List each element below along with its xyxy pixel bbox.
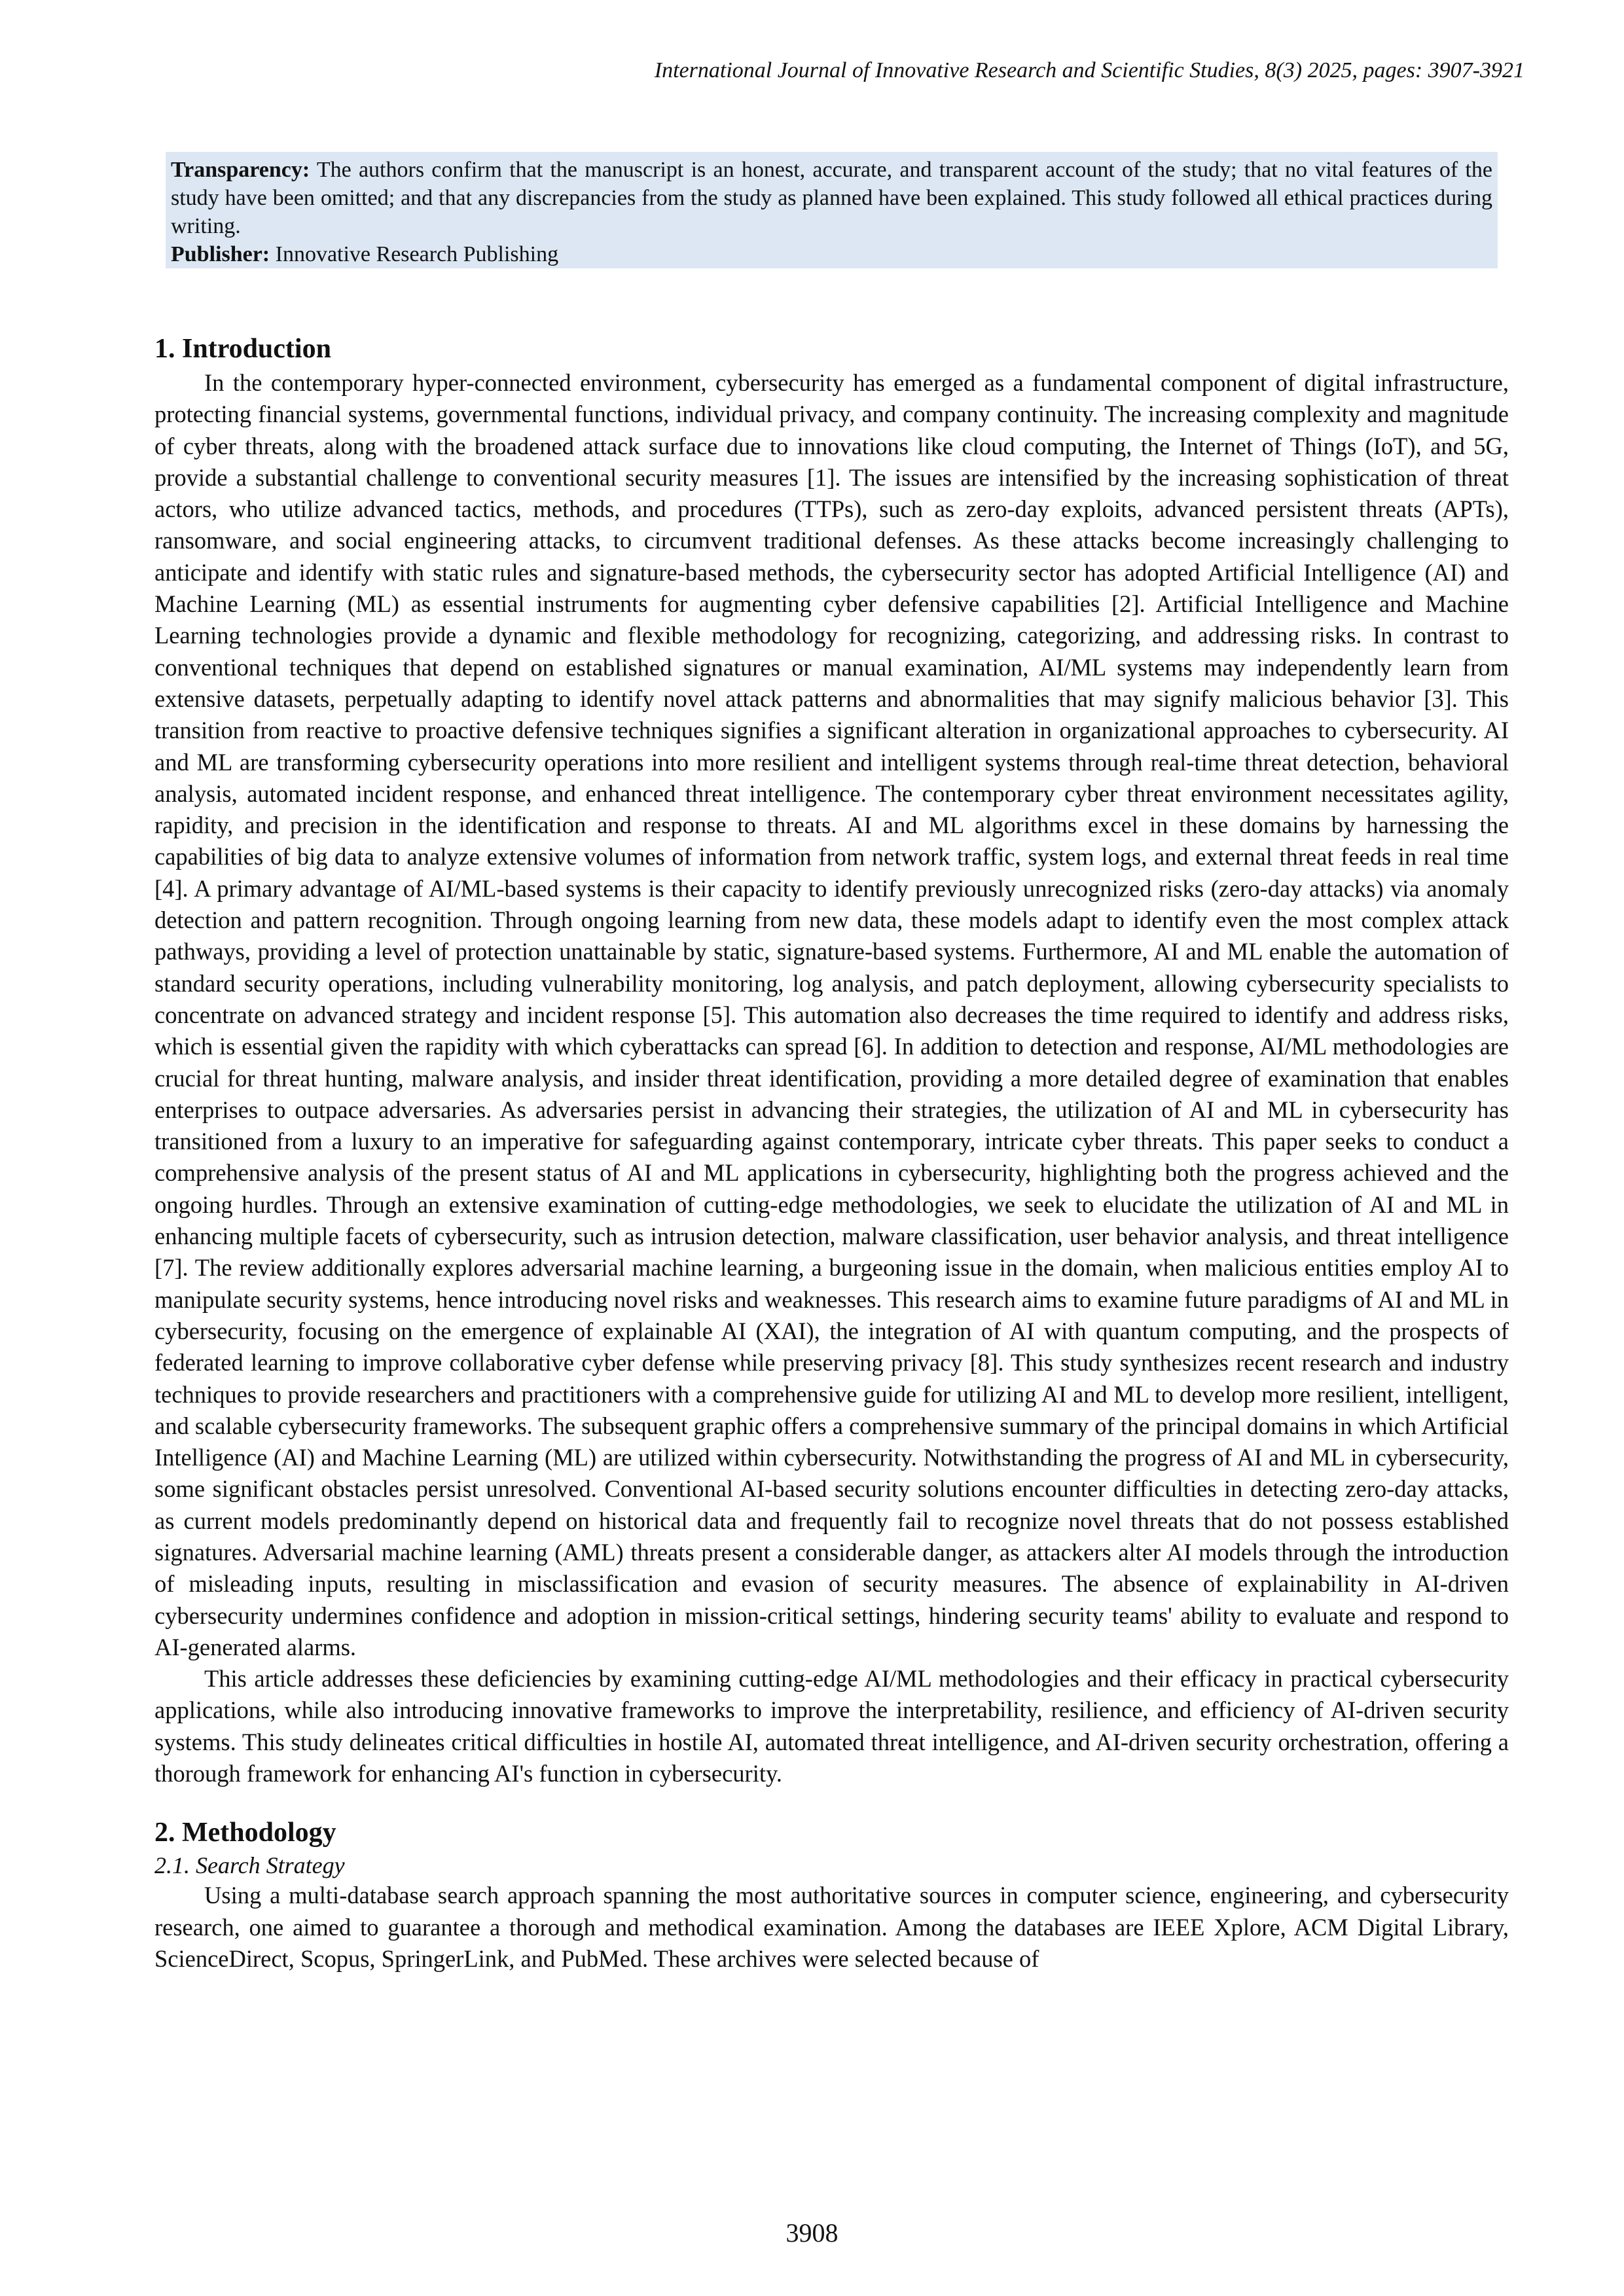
publisher-label: Publisher: [171,242,270,266]
search-strategy-subheading: 2.1. Search Strategy [154,1852,345,1879]
publisher-text: Innovative Research Publishing [270,242,559,266]
methodology-heading: 2. Methodology [154,1818,336,1848]
running-header: International Journal of Innovative Research and Scientific Studies, 8(3) 2025, pages: 3907-3921 [654,58,1525,82]
declarations-box [166,152,1498,268]
transparency-label: Transparency: [171,158,310,182]
introduction-paragraph-1: In the contemporary hyper-connected environment, cybersecurity has emerged as a fundamental component of digital infrastructure, protecting financial systems, governmental functions, individual privacy, and company continuity. The increasing complexity and magnitude of cyber threats, along with the broadened attack surface due to innovations like cloud computing, the Internet of Things (IoT), and 5G, provide a substantial challenge to conventional security measures [1]. The issues are intensified by the increasing sophistication of threat actors, who utilize advanced tactics, methods, and procedures (TTPs), such as zero-day exploits, advanced persistent threats (APTs), ransomware, and social engineering attacks, to circumvent traditional defenses. As these attacks become increasingly challenging to anticipate and identify with static rules and signature-based methods, the cybersecurity sector has adopted Artificial Intelligence (AI) and Machine Learning (ML) as essential instruments for augmenting cyber defensive capabilities [2]. Artificial Intelligence and Machine Learning technologies provide a dynamic and flexible methodology for recognizing, categorizing, and addressing risks. In contrast to conventional techniques that depend on established signatures or manual examination, AI/ML systems may independently learn from extensive datasets, perpetually adapting to identify novel attack patterns and abnormalities that may signify malicious behavior [3]. This transition from reactive to proactive defensive techniques signifies a significant alteration in organizational approaches to cybersecurity. AI and ML are transforming cybersecurity operations into more resilient and intelligent systems through real-time threat detection, behavioral analysis, automated incident response, and enhanced threat intelligence. The contemporary cyber threat environment necessitates agility, rapidity, and precision in the identification and response to threats. AI and ML algorithms excel in these domains by harnessing the capabilities of big data to analyze extensive volumes of information from network traffic, system logs, and external threat feeds in real time [4]. A primary advantage of AI/ML-based systems is their capacity to identify previously unrecognized risks (zero-day attacks) via anomaly detection and pattern recognition. Through ongoing learning from new data, these models adapt to identify even the most complex attack pathways, providing a level of protection unattainable by static, signature-based systems. Furthermore, AI and ML enable the automation of standard security operations, including vulnerability monitoring, log analysis, and patch deployment, allowing cybersecurity specialists to concentrate on advanced strategy and incident response [5]. This automation also decreases the time required to identify and address risks, which is essential given the rapidity with which cyberattacks can spread [6]. In addition to detection and response, AI/ML methodologies are crucial for threat hunting, malware analysis, and insider threat identification, providing a more detailed degree of examination that enables enterprises to outpace adversaries. As adversaries persist in advancing their strategies, the utilization of AI and ML in cybersecurity has transitioned from a luxury to an imperative for safeguarding against contemporary, intricate cyber threats. This paper seeks to conduct a comprehensive analysis of the present status of AI and ML applications in cybersecurity, highlighting both the progress achieved and the ongoing hurdles. Through an extensive examination of cutting-edge methodologies, we seek to elucidate the utilization of AI and ML in enhancing multiple facets of cybersecurity, such as intrusion detection, malware classification, user behavior analysis, and threat intelligence [7]. The review additionally explores adversarial machine learning, a burgeoning issue in the domain, when malicious entities employ AI to manipulate security systems, hence introducing novel risks and weaknesses. This research aims to examine future paradigms of AI and ML in cybersecurity, focusing on the emergence of explainable AI (XAI), the integration of AI with quantum computing, and the prospects of federated learning to improve collaborative cyber defense while preserving privacy [8]. This study synthesizes recent research and industry techniques to provide researchers and practitioners with a comprehensive guide for utilizing AI and ML to develop more resilient, intelligent, and scalable cybersecurity frameworks. The subsequent graphic offers a comprehensive summary of the principal domains in which Artificial Intelligence (AI) and Machine Learning (ML) are utilized within cybersecurity. Notwithstanding the progress of AI and ML in cybersecurity, some significant obstacles persist unresolved. Conventional AI-based security solutions encounter difficulties in detecting zero-day attacks, as current models predominantly depend on historical data and frequently fail to recognize novel threats that do not possess established signatures. Adversarial machine learning (AML) threats present a considerable danger, as attackers alter AI models through the introduction of misleading inputs, resulting in misclassification and evasion of security measures. The absence of explainability in AI-driven cybersecurity undermines confidence and adoption in mission-critical settings, hindering security teams' ability to evaluate and respond to AI-generated alarms. [154,369,1509,1660]
main-content [154,331,1509,1975]
introduction-heading: 1. Introduction [154,334,331,364]
publisher-statement [171,240,1492,268]
page-number: 3908 [785,2218,839,2248]
transparency-statement [171,156,1492,240]
methodology-paragraph-1: Using a multi-database search approach spanning the most authoritative sources in computer science, engineering, and cybersecurity research, one aimed to guarantee a thorough and methodical examination. Among the databases are IEEE Xplore, ACM Digital Library, ScienceDirect, Scopus, SpringerLink, and PubMed. These archives were selected because of [154,1882,1509,1972]
transparency-text: The authors confirm that the manuscript is an honest, accurate, and transparent account of the study; that no vital features of the study have been omitted; and that any discrepancies from the study as planned have been explained. This study followed all ethical practices during writing. [171,158,1492,238]
introduction-paragraph-2: This article addresses these deficiencies by examining cutting-edge AI/ML methodologies and their efficacy in practical cybersecurity applications, while also introducing innovative frameworks to improve the interpretability, resilience, and efficiency of AI-driven security systems. This study delineates critical difficulties in hostile AI, automated threat intelligence, and AI-driven security orchestration, offering a thorough framework for enhancing AI's function in cybersecurity. [154,1665,1509,1787]
